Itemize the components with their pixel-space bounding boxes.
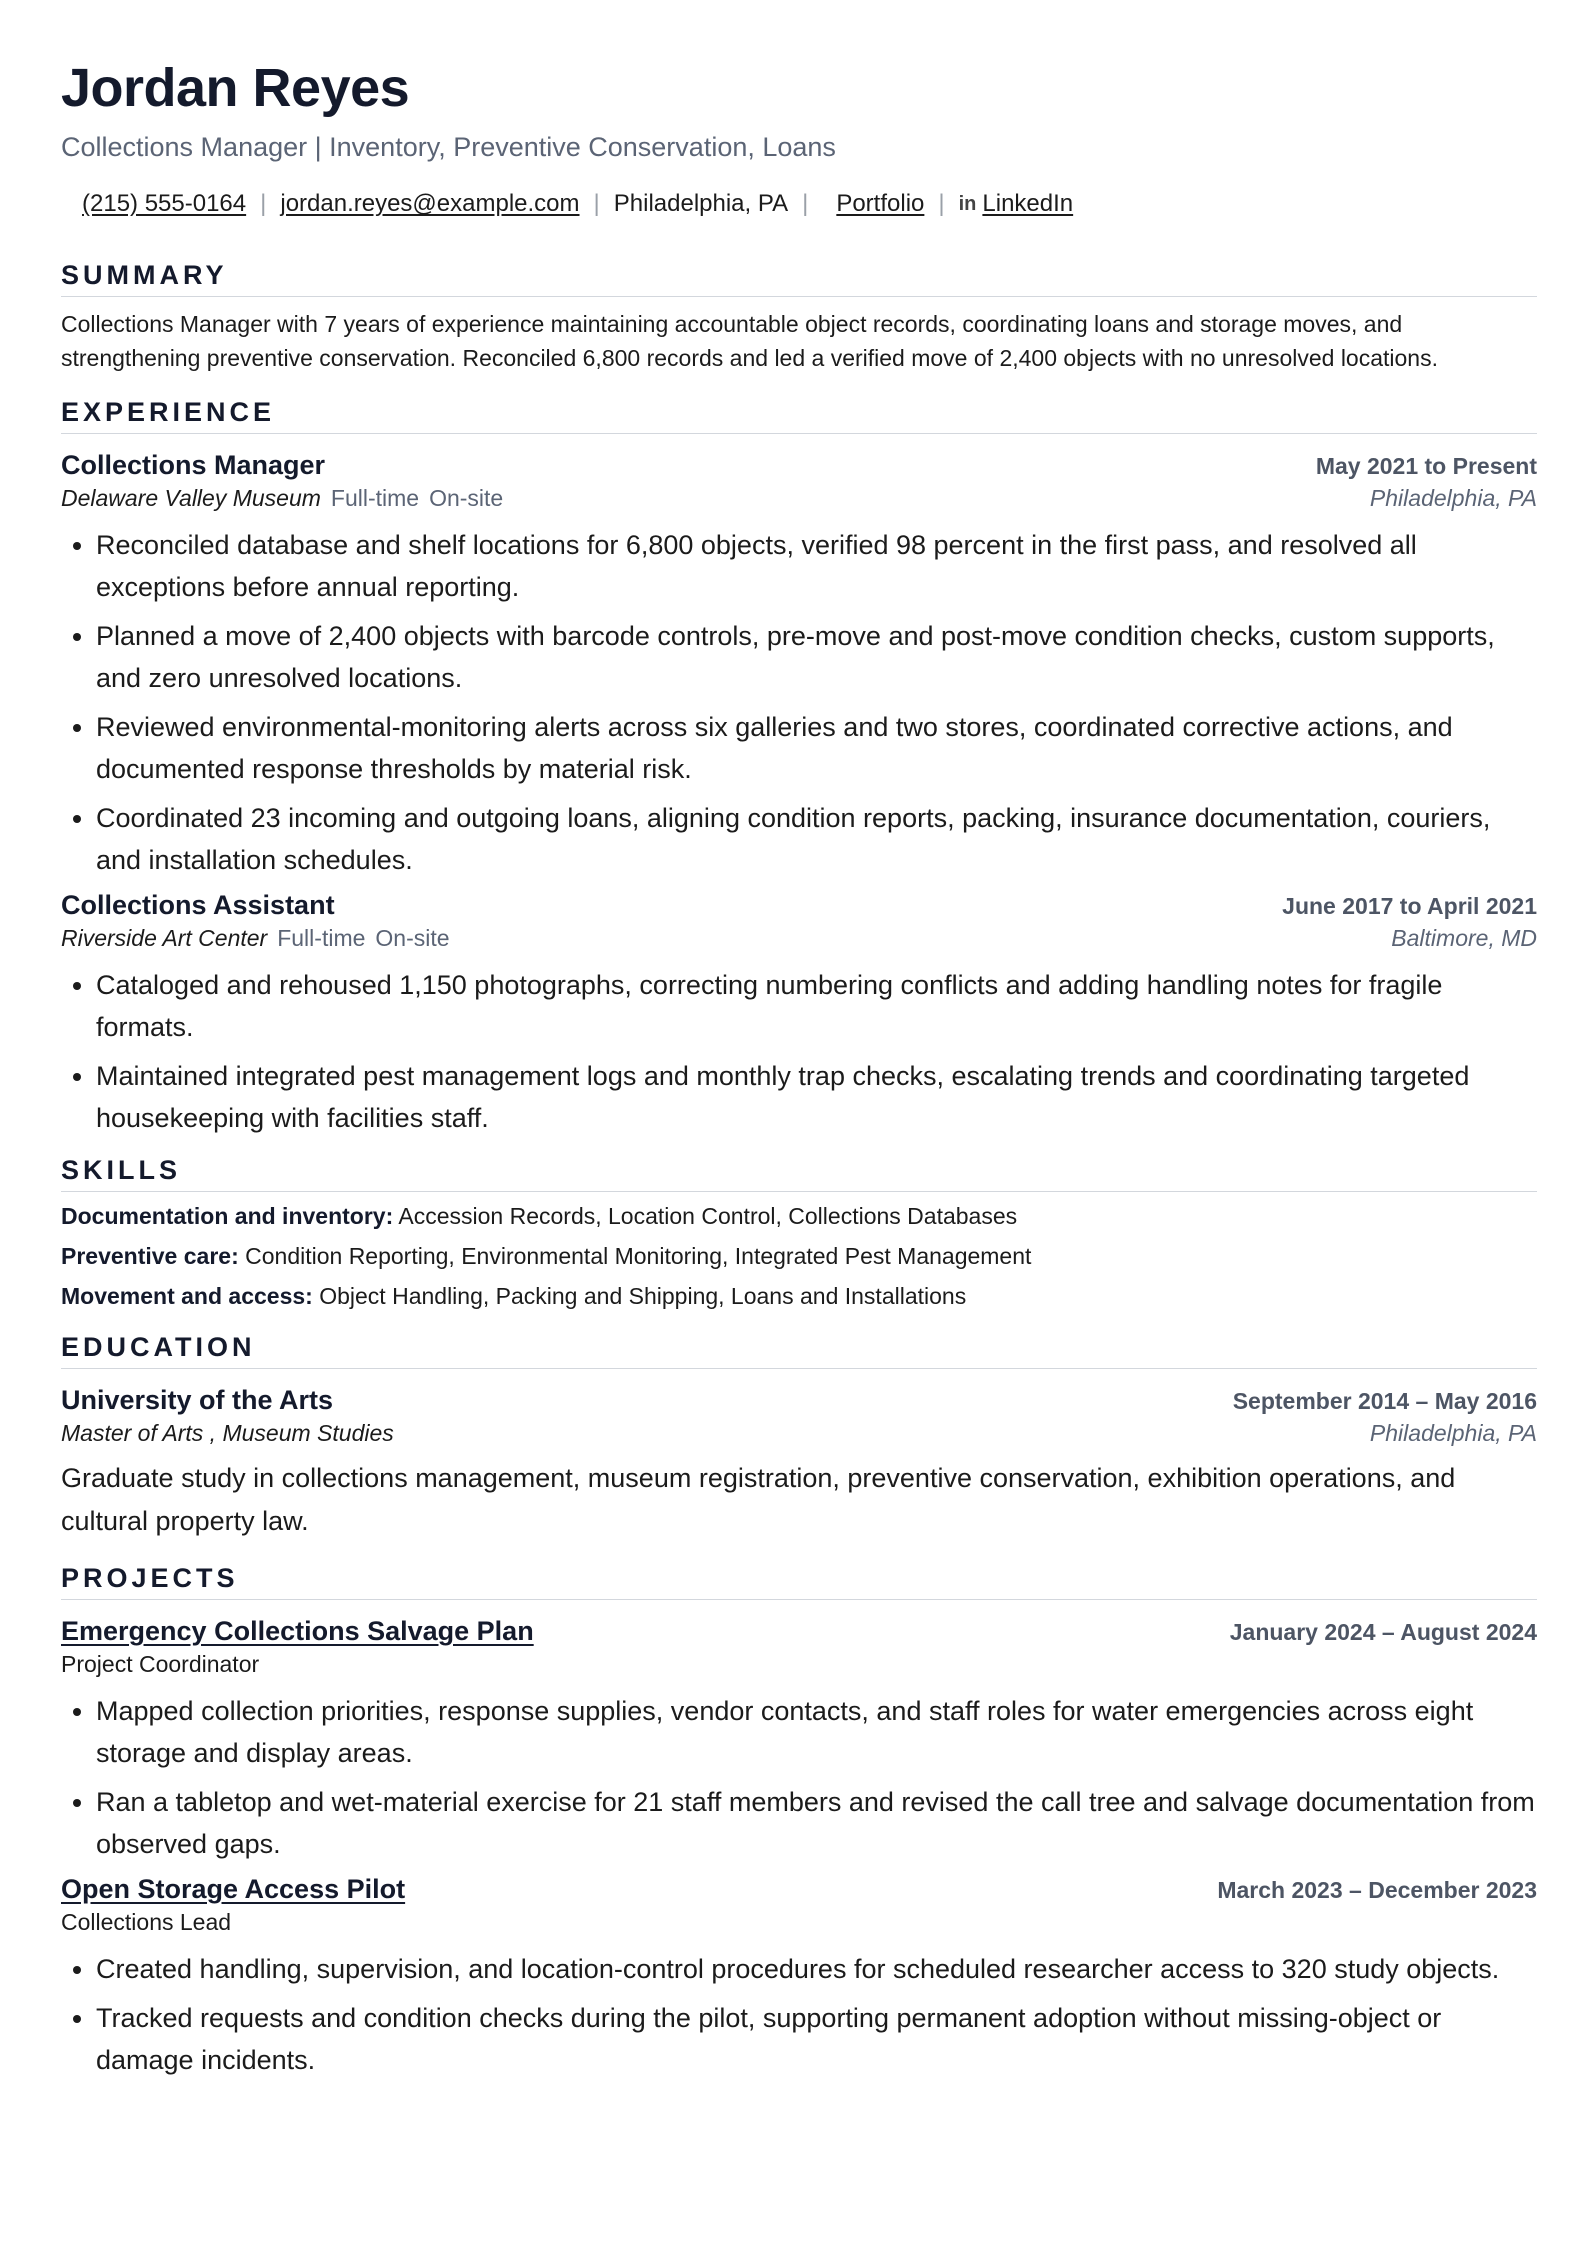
- job-title: Collections Manager: [61, 450, 326, 480]
- skill-group-label: Movement and access:: [61, 1283, 313, 1309]
- phone-link[interactable]: (215) 555-0164: [82, 190, 247, 217]
- project-entry: [61, 1614, 1537, 1865]
- work-mode: On-site: [429, 485, 504, 511]
- skill-group-label: Preventive care:: [61, 1243, 239, 1269]
- achievement-item: • Coordinated 23 incoming and outgoing loans, aligning condition reports, packing, insurance documentation, couriers, and installation schedules.: [96, 797, 1537, 881]
- education-location: Philadelphia, PA: [1369, 1420, 1537, 1446]
- job-location: Baltimore, MD: [1391, 925, 1537, 951]
- project-role: Project Coordinator: [61, 1651, 260, 1677]
- candidate-name: Jordan Reyes: [61, 58, 410, 118]
- contact-bar: [61, 188, 1537, 220]
- skill-group-items: Condition Reporting, Environmental Monitoring, Integrated Pest Management: [245, 1243, 1032, 1269]
- section-title-projects: PROJECTS: [61, 1561, 1537, 1600]
- project-title-link[interactable]: Open Storage Access Pilot: [61, 1874, 406, 1904]
- section-title-education: EDUCATION: [61, 1330, 1537, 1369]
- job-dates: May 2021 to Present: [1315, 453, 1537, 479]
- employer-name: Riverside Art Center: [61, 925, 268, 951]
- skill-group-label: Documentation and inventory:: [61, 1203, 394, 1229]
- achievement-item: • Maintained integrated pest management logs and monthly trap checks, escalating trends and coordinating targeted housekeeping with facilities staff.: [96, 1055, 1537, 1139]
- skill-group: [61, 1196, 1537, 1236]
- achievement-item: • Cataloged and rehoused 1,150 photographs, correcting numbering conflicts and adding handling notes for fragile formats.: [96, 964, 1537, 1048]
- skills-list: [61, 1196, 1537, 1316]
- job-title: Collections Assistant: [61, 890, 335, 920]
- achievement-item: • Reconciled database and shelf locations for 6,800 objects, verified 98 percent in the first pass, and resolved all exceptions before annual reporting.: [96, 524, 1537, 608]
- achievement-list: [61, 964, 1537, 1139]
- project-title-link[interactable]: Emergency Collections Salvage Plan: [61, 1616, 534, 1646]
- linkedin-icon: in: [958, 193, 977, 215]
- school-name: University of the Arts: [61, 1385, 334, 1415]
- achievement-list: [61, 524, 1537, 881]
- work-mode: On-site: [375, 925, 450, 951]
- separator: |: [802, 190, 809, 217]
- separator: |: [593, 190, 600, 217]
- location-text: Philadelphia, PA: [613, 190, 789, 217]
- education-entry: [61, 1383, 1537, 1543]
- employment-type: Full-time: [277, 925, 366, 951]
- job-location: Philadelphia, PA: [1369, 485, 1537, 511]
- employment-type: Full-time: [330, 485, 420, 511]
- achievement-item: • Planned a move of 2,400 objects with barcode controls, pre-move and post-move condition checks, custom supports, and zero unresolved locations.: [96, 615, 1537, 699]
- section-title-skills: SKILLS: [61, 1153, 1537, 1192]
- resume-page: [61, 0, 1537, 2081]
- skill-group: [61, 1236, 1537, 1276]
- education-description: Graduate study in collections management, museum registration, preventive conservation, exhibition operations, and cultural property law.: [61, 1463, 1456, 1536]
- project-bullet-list: [61, 1948, 1537, 2081]
- project-role: Collections Lead: [61, 1909, 232, 1935]
- achievement-item: • Reviewed environmental-monitoring alerts across six galleries and two stores, coordinated corrective actions, and documented response thresholds by material risk.: [96, 706, 1537, 790]
- project-bullet: • Ran a tabletop and wet-material exercise for 21 staff members and revised the call tree and salvage documentation from observed gaps.: [96, 1781, 1537, 1865]
- headline: Collections Manager | Inventory, Preventive Conservation, Loans: [61, 132, 836, 162]
- email-link[interactable]: jordan.reyes@example.com: [280, 190, 580, 217]
- separator: |: [260, 190, 267, 217]
- project-bullet: • Tracked requests and condition checks during the pilot, supporting permanent adoption without missing-object or damage incidents.: [96, 1997, 1537, 2081]
- degree: Master of Arts , Museum Studies: [61, 1420, 394, 1446]
- project-entry: [61, 1872, 1537, 2081]
- section-title-summary: SUMMARY: [61, 258, 1537, 297]
- portfolio-link[interactable]: Portfolio: [836, 190, 925, 217]
- skill-group-items: Object Handling, Packing and Shipping, Loans and Installations: [319, 1283, 967, 1309]
- education-dates: September 2014 – May 2016: [1232, 1388, 1537, 1414]
- project-dates: March 2023 – December 2023: [1217, 1877, 1537, 1903]
- experience-entry: [61, 888, 1537, 1139]
- job-dates: June 2017 to April 2021: [1282, 893, 1537, 919]
- separator: |: [938, 190, 945, 217]
- section-title-experience: EXPERIENCE: [61, 395, 1537, 434]
- linkedin-link[interactable]: LinkedIn: [982, 190, 1074, 217]
- project-dates: January 2024 – August 2024: [1229, 1619, 1537, 1645]
- project-bullet-list: [61, 1690, 1537, 1865]
- skill-group-items: Accession Records, Location Control, Collections Databases: [398, 1203, 1018, 1229]
- summary-text: Collections Manager with 7 years of experience maintaining accountable object records, coordinating loans and storage moves, and strengthening preventive conservation. Reconciled 6,800 records and led a verified move of 2,400 objects with no unresolved locations.: [61, 311, 1438, 371]
- employer-name: Delaware Valley Museum: [61, 485, 321, 511]
- project-bullet: • Mapped collection priorities, response supplies, vendor contacts, and staff roles for water emergencies across eight storage and display areas.: [96, 1690, 1537, 1774]
- experience-entry: [61, 448, 1537, 881]
- skill-group: [61, 1276, 1537, 1316]
- project-bullet: • Created handling, supervision, and location-control procedures for scheduled researcher access to 320 study objects.: [96, 1948, 1537, 1990]
